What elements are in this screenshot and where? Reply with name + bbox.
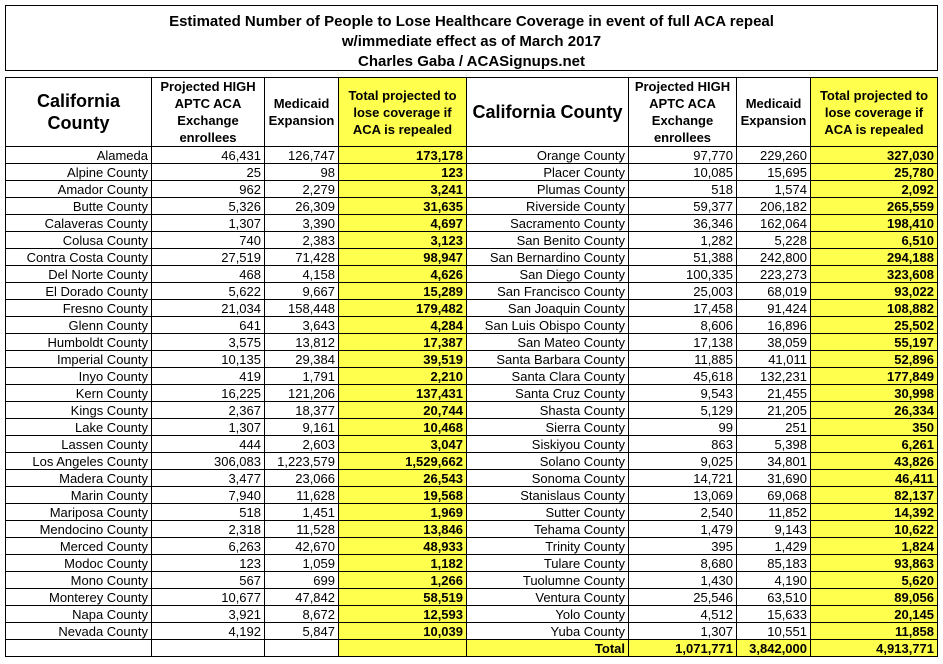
county-cell[interactable]: San Joaquin County [467, 300, 629, 317]
county-cell[interactable]: Sonoma County [467, 470, 629, 487]
total-cell[interactable]: 82,137 [811, 487, 938, 504]
table-row [6, 623, 938, 640]
aptc-cell[interactable]: 6,263 [152, 538, 265, 555]
medicaid-cell[interactable]: 5,398 [737, 436, 811, 453]
county-cell[interactable]: Amador County [6, 181, 152, 198]
aptc-cell[interactable]: 25 [152, 164, 265, 181]
aptc-cell[interactable]: 1,307 [629, 623, 737, 640]
total-cell[interactable]: 20,744 [339, 402, 467, 419]
county-cell[interactable]: Sierra County [467, 419, 629, 436]
medicaid-cell[interactable]: 229,260 [737, 147, 811, 164]
medicaid-cell[interactable]: 85,183 [737, 555, 811, 572]
total-cell[interactable]: 39,519 [339, 351, 467, 368]
aptc-cell[interactable]: 7,940 [152, 487, 265, 504]
header-total-left[interactable]: Total projected to lose coverage if ACA is repealed [339, 78, 467, 147]
county-cell[interactable]: Lassen County [6, 436, 152, 453]
aptc-cell[interactable]: 4,512 [629, 606, 737, 623]
aptc-cell[interactable]: 1,307 [152, 215, 265, 232]
county-cell[interactable]: Colusa County [6, 232, 152, 249]
medicaid-cell[interactable]: 132,231 [737, 368, 811, 385]
medicaid-cell[interactable]: 1,791 [265, 368, 339, 385]
medicaid-cell[interactable]: 251 [737, 419, 811, 436]
table-row [6, 215, 938, 232]
medicaid-cell[interactable]: 3,390 [265, 215, 339, 232]
medicaid-cell[interactable]: 26,309 [265, 198, 339, 215]
table-row [6, 504, 938, 521]
total-cell[interactable]: 6,261 [811, 436, 938, 453]
county-cell[interactable]: Calaveras County [6, 215, 152, 232]
header-total-right[interactable]: Total projected to lose coverage if ACA is repealed [811, 78, 938, 147]
total-cell[interactable]: 177,849 [811, 368, 938, 385]
total-cell[interactable]: 1,824 [811, 538, 938, 555]
medicaid-cell[interactable]: 11,528 [265, 521, 339, 538]
title-line-2: w/immediate effect as of March 2017 [341, 33, 602, 50]
aptc-cell[interactable]: 51,388 [629, 249, 737, 266]
total-cell[interactable]: 25,780 [811, 164, 938, 181]
table-row [6, 147, 938, 164]
medicaid-cell[interactable]: 10,551 [737, 623, 811, 640]
county-cell[interactable]: Lake County [6, 419, 152, 436]
county-cell[interactable]: Stanislaus County [467, 487, 629, 504]
aptc-cell[interactable]: 25,546 [629, 589, 737, 606]
medicaid-cell[interactable]: 11,852 [737, 504, 811, 521]
header-medicaid-left[interactable]: Medicaid Expansion [265, 78, 339, 147]
total-cell[interactable]: 13,846 [339, 521, 467, 538]
county-cell[interactable]: Nevada County [6, 623, 152, 640]
county-cell[interactable]: Los Angeles County [6, 453, 152, 470]
total-cell[interactable]: 198,410 [811, 215, 938, 232]
county-cell[interactable]: Shasta County [467, 402, 629, 419]
total-cell[interactable]: 48,933 [339, 538, 467, 555]
total-cell[interactable]: 173,178 [339, 147, 467, 164]
medicaid-cell[interactable]: 31,690 [737, 470, 811, 487]
medicaid-cell[interactable]: 21,455 [737, 385, 811, 402]
county-cell[interactable]: Tulare County [467, 555, 629, 572]
aptc-cell[interactable]: 1,479 [629, 521, 737, 538]
total-label-cell[interactable]: Total [467, 640, 629, 657]
aptc-cell[interactable]: 468 [152, 266, 265, 283]
medicaid-cell[interactable]: 1,429 [737, 538, 811, 555]
aptc-cell[interactable]: 36,346 [629, 215, 737, 232]
county-cell[interactable]: Trinity County [467, 538, 629, 555]
aptc-cell[interactable]: 17,138 [629, 334, 737, 351]
total-cell[interactable]: 4,284 [339, 317, 467, 334]
aptc-cell[interactable]: 567 [152, 572, 265, 589]
table-row [6, 283, 938, 300]
aptc-cell[interactable]: 99 [629, 419, 737, 436]
medicaid-cell[interactable]: 13,812 [265, 334, 339, 351]
county-cell[interactable]: San Francisco County [467, 283, 629, 300]
total-cell[interactable]: 123 [339, 164, 467, 181]
county-cell[interactable]: Riverside County [467, 198, 629, 215]
aptc-cell[interactable]: 3,921 [152, 606, 265, 623]
medicaid-cell[interactable]: 1,059 [265, 555, 339, 572]
county-cell[interactable]: Alpine County [6, 164, 152, 181]
county-cell[interactable]: Humboldt County [6, 334, 152, 351]
county-cell[interactable]: El Dorado County [6, 283, 152, 300]
header-row [6, 78, 938, 147]
county-cell[interactable]: Placer County [467, 164, 629, 181]
total-row [6, 640, 938, 657]
total-cell[interactable]: 4,626 [339, 266, 467, 283]
aptc-cell[interactable]: 518 [629, 181, 737, 198]
total-cell[interactable]: 2,210 [339, 368, 467, 385]
aptc-cell[interactable]: 46,431 [152, 147, 265, 164]
total-cell[interactable]: 294,188 [811, 249, 938, 266]
county-cell[interactable]: Kings County [6, 402, 152, 419]
total-cell[interactable]: 1,266 [339, 572, 467, 589]
medicaid-cell[interactable]: 126,747 [265, 147, 339, 164]
county-cell[interactable]: Mendocino County [6, 521, 152, 538]
county-cell[interactable]: Plumas County [467, 181, 629, 198]
medicaid-cell[interactable]: 9,161 [265, 419, 339, 436]
county-cell[interactable]: Kern County [6, 385, 152, 402]
aptc-cell[interactable]: 518 [152, 504, 265, 521]
table-body [6, 147, 938, 657]
aptc-cell[interactable]: 863 [629, 436, 737, 453]
county-cell[interactable]: Imperial County [6, 351, 152, 368]
total-cell[interactable]: 93,022 [811, 283, 938, 300]
table-row [6, 419, 938, 436]
total-cell[interactable]: 350 [811, 419, 938, 436]
county-cell[interactable]: Santa Clara County [467, 368, 629, 385]
aptc-cell[interactable]: 3,575 [152, 334, 265, 351]
medicaid-cell[interactable]: 34,801 [737, 453, 811, 470]
total-cell[interactable]: 26,334 [811, 402, 938, 419]
total-spacer-cell[interactable] [339, 640, 467, 657]
county-cell[interactable]: San Bernardino County [467, 249, 629, 266]
county-cell[interactable]: Solano County [467, 453, 629, 470]
aptc-cell[interactable]: 5,129 [629, 402, 737, 419]
aptc-cell[interactable]: 1,282 [629, 232, 737, 249]
medicaid-cell[interactable]: 29,384 [265, 351, 339, 368]
medicaid-cell[interactable]: 71,428 [265, 249, 339, 266]
aptc-cell[interactable]: 9,025 [629, 453, 737, 470]
table-row [6, 555, 938, 572]
aptc-cell[interactable]: 59,377 [629, 198, 737, 215]
county-cell[interactable]: Siskiyou County [467, 436, 629, 453]
aptc-cell[interactable]: 97,770 [629, 147, 737, 164]
table-row [6, 351, 938, 368]
table-row [6, 402, 938, 419]
aptc-cell[interactable]: 14,721 [629, 470, 737, 487]
aptc-cell[interactable]: 962 [152, 181, 265, 198]
empty-cell [6, 640, 152, 657]
header-aptc-left[interactable]: Projected HIGH APTC ACA Exchange enrollees [152, 78, 265, 147]
aptc-cell[interactable]: 16,225 [152, 385, 265, 402]
total-cell[interactable]: 46,411 [811, 470, 938, 487]
table-row [6, 521, 938, 538]
county-cell[interactable]: Inyo County [6, 368, 152, 385]
total-cell[interactable]: 3,047 [339, 436, 467, 453]
aptc-cell[interactable]: 13,069 [629, 487, 737, 504]
total-cell[interactable]: 30,998 [811, 385, 938, 402]
aptc-cell[interactable]: 17,458 [629, 300, 737, 317]
aptc-cell[interactable]: 419 [152, 368, 265, 385]
county-cell[interactable]: Glenn County [6, 317, 152, 334]
total-medicaid-cell[interactable]: 3,842,000 [737, 640, 811, 657]
county-cell[interactable]: Sacramento County [467, 215, 629, 232]
total-cell[interactable]: 10,468 [339, 419, 467, 436]
total-cell[interactable]: 3,241 [339, 181, 467, 198]
medicaid-cell[interactable]: 4,158 [265, 266, 339, 283]
header-county-left[interactable]: California County [6, 78, 152, 147]
medicaid-cell[interactable]: 9,143 [737, 521, 811, 538]
total-cell[interactable]: 52,896 [811, 351, 938, 368]
table-row [6, 317, 938, 334]
aptc-cell[interactable]: 10,677 [152, 589, 265, 606]
total-cell[interactable]: 12,593 [339, 606, 467, 623]
aptc-cell[interactable]: 740 [152, 232, 265, 249]
aptc-cell[interactable]: 45,618 [629, 368, 737, 385]
aptc-cell[interactable]: 444 [152, 436, 265, 453]
medicaid-cell[interactable]: 2,383 [265, 232, 339, 249]
medicaid-cell[interactable]: 121,206 [265, 385, 339, 402]
table-row [6, 249, 938, 266]
medicaid-cell[interactable]: 42,670 [265, 538, 339, 555]
title-line-3: Charles Gaba / ACASignups.net [358, 53, 585, 70]
medicaid-cell[interactable]: 8,672 [265, 606, 339, 623]
total-cell[interactable]: 89,056 [811, 589, 938, 606]
total-cell[interactable]: 93,863 [811, 555, 938, 572]
table-row [6, 606, 938, 623]
county-cell[interactable]: Merced County [6, 538, 152, 555]
total-cell[interactable]: 10,039 [339, 623, 467, 640]
total-cell[interactable]: 5,620 [811, 572, 938, 589]
table-row [6, 198, 938, 215]
county-cell[interactable]: Madera County [6, 470, 152, 487]
total-cell[interactable]: 6,510 [811, 232, 938, 249]
aptc-cell[interactable]: 395 [629, 538, 737, 555]
total-cell[interactable]: 17,387 [339, 334, 467, 351]
empty-cell [265, 640, 339, 657]
total-cell[interactable]: 25,502 [811, 317, 938, 334]
table-row [6, 300, 938, 317]
total-cell[interactable]: 2,092 [811, 181, 938, 198]
county-cell[interactable]: San Diego County [467, 266, 629, 283]
table-row [6, 572, 938, 589]
total-cell[interactable]: 20,145 [811, 606, 938, 623]
county-cell[interactable]: Monterey County [6, 589, 152, 606]
medicaid-cell[interactable]: 1,574 [737, 181, 811, 198]
total-cell[interactable]: 55,197 [811, 334, 938, 351]
aptc-cell[interactable]: 4,192 [152, 623, 265, 640]
total-cell[interactable]: 19,568 [339, 487, 467, 504]
medicaid-cell[interactable]: 2,603 [265, 436, 339, 453]
aptc-cell[interactable]: 8,680 [629, 555, 737, 572]
aptc-cell[interactable]: 306,083 [152, 453, 265, 470]
medicaid-cell[interactable]: 38,059 [737, 334, 811, 351]
medicaid-cell[interactable]: 68,019 [737, 283, 811, 300]
medicaid-cell[interactable]: 11,628 [265, 487, 339, 504]
county-cell[interactable]: Del Norte County [6, 266, 152, 283]
medicaid-cell[interactable]: 63,510 [737, 589, 811, 606]
medicaid-cell[interactable]: 9,667 [265, 283, 339, 300]
medicaid-cell[interactable]: 1,223,579 [265, 453, 339, 470]
medicaid-cell[interactable]: 242,800 [737, 249, 811, 266]
county-cell[interactable]: Fresno County [6, 300, 152, 317]
medicaid-cell[interactable]: 5,228 [737, 232, 811, 249]
medicaid-cell[interactable]: 206,182 [737, 198, 811, 215]
table-row [6, 232, 938, 249]
total-aptc-cell[interactable]: 1,071,771 [629, 640, 737, 657]
medicaid-cell[interactable]: 69,068 [737, 487, 811, 504]
aptc-cell[interactable]: 123 [152, 555, 265, 572]
medicaid-cell[interactable]: 4,190 [737, 572, 811, 589]
header-medicaid-right[interactable]: Medicaid Expansion [737, 78, 811, 147]
header-aptc-right[interactable]: Projected HIGH APTC ACA Exchange enrollees [629, 78, 737, 147]
county-cell[interactable]: Napa County [6, 606, 152, 623]
county-cell[interactable]: Mono County [6, 572, 152, 589]
title-line-1: Estimated Number of People to Lose Healthcare Coverage in event of full ACA repeal [169, 13, 774, 30]
aptc-cell[interactable]: 11,885 [629, 351, 737, 368]
total-cell[interactable]: 3,123 [339, 232, 467, 249]
medicaid-cell[interactable]: 23,066 [265, 470, 339, 487]
total-cell[interactable]: 14,392 [811, 504, 938, 521]
aptc-cell[interactable]: 641 [152, 317, 265, 334]
empty-cell [152, 640, 265, 657]
total-cell[interactable]: 58,519 [339, 589, 467, 606]
total-cell[interactable]: 10,622 [811, 521, 938, 538]
county-cell[interactable]: Santa Barbara County [467, 351, 629, 368]
county-cell[interactable]: Contra Costa County [6, 249, 152, 266]
table-row [6, 436, 938, 453]
total-total-cell[interactable]: 4,913,771 [811, 640, 938, 657]
aptc-cell[interactable]: 3,477 [152, 470, 265, 487]
table-row [6, 368, 938, 385]
aptc-cell[interactable]: 25,003 [629, 283, 737, 300]
total-cell[interactable]: 26,543 [339, 470, 467, 487]
county-cell[interactable]: San Benito County [467, 232, 629, 249]
table-row [6, 181, 938, 198]
medicaid-cell[interactable]: 18,377 [265, 402, 339, 419]
county-cell[interactable]: Tehama County [467, 521, 629, 538]
county-cell[interactable]: San Luis Obispo County [467, 317, 629, 334]
medicaid-cell[interactable]: 15,695 [737, 164, 811, 181]
aptc-cell[interactable]: 1,307 [152, 419, 265, 436]
total-cell[interactable]: 15,289 [339, 283, 467, 300]
medicaid-cell[interactable]: 3,643 [265, 317, 339, 334]
county-cell[interactable]: San Mateo County [467, 334, 629, 351]
county-cell[interactable]: Alameda [6, 147, 152, 164]
table-row [6, 385, 938, 402]
county-cell[interactable]: Marin County [6, 487, 152, 504]
county-cell[interactable]: Mariposa County [6, 504, 152, 521]
medicaid-cell[interactable]: 21,205 [737, 402, 811, 419]
total-cell[interactable]: 265,559 [811, 198, 938, 215]
medicaid-cell[interactable]: 2,279 [265, 181, 339, 198]
total-cell[interactable]: 4,697 [339, 215, 467, 232]
table-row [6, 164, 938, 181]
county-cell[interactable]: Santa Cruz County [467, 385, 629, 402]
table-row [6, 538, 938, 555]
medicaid-cell[interactable]: 91,424 [737, 300, 811, 317]
medicaid-cell[interactable]: 41,011 [737, 351, 811, 368]
medicaid-cell[interactable]: 15,633 [737, 606, 811, 623]
total-cell[interactable]: 43,826 [811, 453, 938, 470]
total-cell[interactable]: 1,969 [339, 504, 467, 521]
aptc-cell[interactable]: 27,519 [152, 249, 265, 266]
aptc-cell[interactable]: 2,540 [629, 504, 737, 521]
county-cell[interactable]: Butte County [6, 198, 152, 215]
aptc-cell[interactable]: 5,326 [152, 198, 265, 215]
medicaid-cell[interactable]: 98 [265, 164, 339, 181]
table-row [6, 470, 938, 487]
total-cell[interactable]: 1,529,662 [339, 453, 467, 470]
aptc-cell[interactable]: 100,335 [629, 266, 737, 283]
county-cell[interactable]: Tuolumne County [467, 572, 629, 589]
aptc-cell[interactable]: 21,034 [152, 300, 265, 317]
total-cell[interactable]: 323,608 [811, 266, 938, 283]
aptc-cell[interactable]: 8,606 [629, 317, 737, 334]
county-cell[interactable]: Orange County [467, 147, 629, 164]
medicaid-cell[interactable]: 5,847 [265, 623, 339, 640]
medicaid-cell[interactable]: 1,451 [265, 504, 339, 521]
aptc-cell[interactable]: 2,318 [152, 521, 265, 538]
county-cell[interactable]: Sutter County [467, 504, 629, 521]
table-row [6, 334, 938, 351]
aptc-cell[interactable]: 2,367 [152, 402, 265, 419]
table-row [6, 487, 938, 504]
header-county-right[interactable]: California County [467, 78, 629, 147]
aptc-cell[interactable]: 10,085 [629, 164, 737, 181]
county-cell[interactable]: Ventura County [467, 589, 629, 606]
total-cell[interactable]: 108,882 [811, 300, 938, 317]
aptc-cell[interactable]: 9,543 [629, 385, 737, 402]
county-cell[interactable]: Modoc County [6, 555, 152, 572]
table-row [6, 589, 938, 606]
total-cell[interactable]: 98,947 [339, 249, 467, 266]
medicaid-cell[interactable]: 158,448 [265, 300, 339, 317]
total-cell[interactable]: 179,482 [339, 300, 467, 317]
medicaid-cell[interactable]: 162,064 [737, 215, 811, 232]
table-row [6, 266, 938, 283]
total-cell[interactable]: 1,182 [339, 555, 467, 572]
total-cell[interactable]: 137,431 [339, 385, 467, 402]
table-row [6, 453, 938, 470]
total-cell[interactable]: 11,858 [811, 623, 938, 640]
aptc-cell[interactable]: 1,430 [629, 572, 737, 589]
aptc-cell[interactable]: 5,622 [152, 283, 265, 300]
aptc-cell[interactable]: 10,135 [152, 351, 265, 368]
medicaid-cell[interactable]: 223,273 [737, 266, 811, 283]
medicaid-cell[interactable]: 47,842 [265, 589, 339, 606]
total-cell[interactable]: 31,635 [339, 198, 467, 215]
total-cell[interactable]: 327,030 [811, 147, 938, 164]
county-cell[interactable]: Yuba County [467, 623, 629, 640]
medicaid-cell[interactable]: 699 [265, 572, 339, 589]
coverage-table [5, 77, 938, 657]
county-cell[interactable]: Yolo County [467, 606, 629, 623]
sheet-title [5, 5, 938, 71]
medicaid-cell[interactable]: 16,896 [737, 317, 811, 334]
